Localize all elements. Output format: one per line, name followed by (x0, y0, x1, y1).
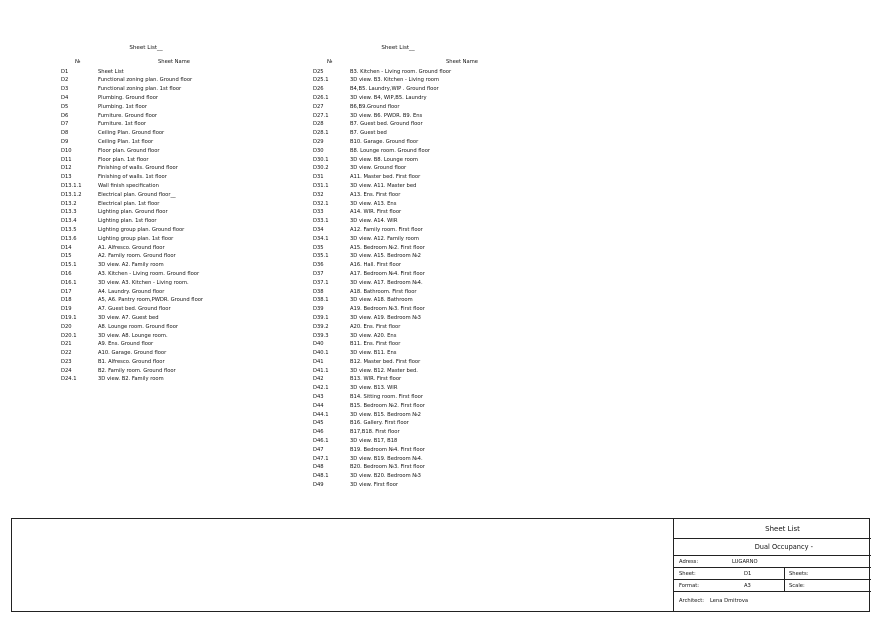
table-row (61, 279, 231, 288)
sheet-name: 3D view. B6. PWDR. B9. Ens (350, 112, 423, 119)
table-row (313, 358, 483, 367)
table-row (313, 332, 483, 341)
sheet-number: D34 (313, 226, 324, 233)
sheet-number: D13.3 (61, 209, 77, 216)
table-row (61, 323, 231, 332)
sheet-name: A16. Hall. First floor (350, 262, 402, 269)
sheet-number: D27 (313, 103, 324, 110)
sheet-name: Lighting plan. Ground floor (98, 209, 168, 216)
table-row (313, 314, 483, 323)
sheet-number: D13.1.1 (61, 182, 82, 189)
sheet-number: D5 (61, 103, 69, 110)
sheet-number: D28.1 (313, 130, 329, 137)
sheet-number: D35 (313, 244, 324, 251)
table-row (313, 103, 483, 112)
sheet-name: 3D view. B15. Bedroom №2 (350, 411, 421, 418)
sheet-number: D29 (313, 138, 324, 145)
sheet-number: D43 (313, 394, 324, 401)
sheet-number: D32.1 (313, 200, 329, 207)
sheet-name: 3D view. First floor (350, 482, 399, 489)
sheet-number: D20.1 (61, 332, 77, 339)
sheet-number: D9 (61, 138, 69, 145)
architect-row (674, 592, 871, 610)
sheet-name: 3D view. A12. Family room (350, 235, 419, 242)
sheet-name: A14. WIR. First floor (350, 209, 402, 216)
table-row (313, 217, 483, 226)
sheet-number: D11 (61, 156, 72, 163)
table-row (313, 68, 483, 77)
sheet-name: 3D view. B3. Kitchen - Living room (350, 77, 440, 84)
sheet-number: D13.4 (61, 218, 77, 225)
table-row (61, 138, 231, 147)
sheet-number: D44 (313, 402, 324, 409)
table-row (313, 120, 483, 129)
sheet-name: 3D view. B4, WIP,B5. Laundry (350, 94, 427, 101)
table-row (61, 68, 231, 77)
sheet-number: D46.1 (313, 438, 329, 445)
header-number: № (75, 58, 81, 65)
sheet-number: D46 (313, 429, 324, 436)
sheet-number: D25.1 (313, 77, 329, 84)
sheet-number: D30.2 (313, 165, 329, 172)
table-row (61, 182, 231, 191)
table-row (61, 340, 231, 349)
sheet-name: Lighting group plan. Ground floor (98, 226, 185, 233)
sheets-label: Sheets: (789, 571, 809, 577)
sheet-number: D40 (313, 341, 324, 348)
table-row (61, 314, 231, 323)
sheet-number: D16.1 (61, 279, 77, 286)
sheet-list-right (313, 44, 483, 490)
table-row (313, 375, 483, 384)
table-row (313, 367, 483, 376)
table-row (313, 481, 483, 490)
sheet-number: D36 (313, 262, 324, 269)
table-row (61, 156, 231, 165)
sheet-number: D22 (61, 350, 72, 357)
table-row (61, 349, 231, 358)
sheet-number: D13.2 (61, 200, 77, 207)
table-row (313, 437, 483, 446)
sheet-list-left (61, 44, 231, 384)
sheet-number: D16 (61, 270, 72, 277)
table-row (313, 472, 483, 481)
table-row (313, 85, 483, 94)
table-row (61, 94, 231, 103)
sheet-name: Plumbing. Ground floor (98, 94, 159, 101)
table-row (313, 208, 483, 217)
sheet-number: D17 (61, 288, 72, 295)
table-row (313, 182, 483, 191)
table-row (61, 288, 231, 297)
title-block (11, 518, 870, 612)
sheet-number: D13 (61, 174, 72, 181)
sheet-name: 3D view. A19. Bedroom №3 (350, 314, 421, 321)
sheet-name: 3D view. B20. Bedroom №3 (350, 473, 421, 480)
sheet-name: B15. Bedroom №2. First floor (350, 402, 425, 409)
sheet-name: 3D view. B11. Ens (350, 350, 397, 357)
table-header (313, 58, 483, 67)
sheet-name: A7. Guest bed. Ground floor (98, 306, 171, 313)
sheet-name: Finishing of walls. Ground floor (98, 165, 178, 172)
header-sheet-name: Sheet Name (446, 58, 478, 65)
sheet-name: Lighting group plan. 1st floor (98, 235, 174, 242)
table-row (61, 375, 231, 384)
sheet-name: B6,B9.Ground floor (350, 103, 400, 110)
table-row (61, 217, 231, 226)
sheet-name: Plumbing. 1st floor (98, 103, 147, 110)
sheet-name: A1. Alfresco. Ground floor (98, 244, 165, 251)
table-body (61, 68, 231, 385)
sheet-number: D33 (313, 209, 324, 216)
sheet-name: 3D view. A3. Kitchen - Living room. (98, 279, 189, 286)
sheet-number: D8 (61, 130, 69, 137)
table-row (313, 147, 483, 156)
table-row (313, 446, 483, 455)
sheet-number: D45 (313, 420, 324, 427)
format-value: A3 (744, 583, 751, 589)
header-sheet-name: Sheet Name (158, 58, 190, 65)
sheet-name: B1. Alfresco. Ground floor (98, 358, 165, 365)
sheet-name: B12. Master bed. First floor (350, 358, 421, 365)
project-name: Dual Occupancy - (674, 539, 871, 556)
sheet-number: D20 (61, 323, 72, 330)
sheet-number: D37.1 (313, 279, 329, 286)
divider (784, 568, 785, 580)
table-row (313, 428, 483, 437)
sheet-number: D39 (313, 306, 324, 313)
table-row (61, 261, 231, 270)
address-label: Adress: (679, 559, 699, 565)
sheet-name: 3D view. A2. Family room (98, 262, 164, 269)
table-row (61, 358, 231, 367)
sheet-number: D30.1 (313, 156, 329, 163)
table-row (313, 156, 483, 165)
sheet-number: D38 (313, 288, 324, 295)
sheet-name: Floor plan. Ground floor (98, 147, 160, 154)
sheet-name: 3D view. A13. Ens (350, 200, 397, 207)
sheet-name: Ceiling Plan. 1st floor (98, 138, 154, 145)
title-block-info (673, 519, 870, 611)
table-row (61, 164, 231, 173)
sheet-name: B10. Garage. Ground floor (350, 138, 419, 145)
sheet-number: D39.3 (313, 332, 329, 339)
sheet-number: D48 (313, 464, 324, 471)
table-row (313, 393, 483, 402)
sheet-name: Furniture. 1st floor (98, 121, 147, 128)
sheet-number: D12 (61, 165, 72, 172)
sheet-name: A13. Ens. First floor (350, 191, 401, 198)
sheet-number: D42 (313, 376, 324, 383)
sheet-number: D47 (313, 446, 324, 453)
sheet-number: D37 (313, 270, 324, 277)
sheet-number: D15.1 (61, 262, 77, 269)
table-row (313, 279, 483, 288)
table-row (313, 402, 483, 411)
sheet-number: D25 (313, 68, 324, 75)
table-row (61, 103, 231, 112)
table-row (61, 173, 231, 182)
table-row (313, 129, 483, 138)
table-row (61, 200, 231, 209)
sheet-number: D13.5 (61, 226, 77, 233)
sheet-name: B17,B18. First floor (350, 429, 400, 436)
sheet-name: 3D view. A20. Ens (350, 332, 397, 339)
sheet-name: Floor plan. 1st floor (98, 156, 149, 163)
sheet-name: 3D view. A11. Master bed (350, 182, 417, 189)
sheet-name: A15. Bedroom №2. First floor (350, 244, 425, 251)
architect-value: Lena Dmitrova (710, 598, 749, 604)
sheet-number: D19 (61, 306, 72, 313)
sheet-name: 3D view. B19. Bedroom №4. (350, 455, 423, 462)
sheet-name: Electrical plan. Ground floor__ (98, 191, 176, 198)
sheet-number: D31 (313, 174, 324, 181)
sheet-name: A12. Family room. First floor (350, 226, 423, 233)
sheet-name: A10. Garage. Ground floor (98, 350, 167, 357)
sheet-name: 3D view. B2. Family room (98, 376, 164, 383)
table-row (61, 191, 231, 200)
sheet-name: A3. Kitchen - Living room. Ground floor (98, 270, 200, 277)
table-row (313, 419, 483, 428)
sheet-number: D33.1 (313, 218, 329, 225)
divider (784, 580, 785, 592)
sheet-number: D38.1 (313, 297, 329, 304)
sheet-number: D7 (61, 121, 69, 128)
sheet-number: D41.1 (313, 367, 329, 374)
table-row (313, 340, 483, 349)
table-row (313, 455, 483, 464)
sheet-name: 3D view. A8. Lounge room. (98, 332, 168, 339)
address-row (674, 556, 871, 568)
sheet-number: D48.1 (313, 473, 329, 480)
sheet-number: D14 (61, 244, 72, 251)
table-row (313, 244, 483, 253)
sheet-number: D24.1 (61, 376, 77, 383)
sheet-number: D30 (313, 147, 324, 154)
sheet-number: D32 (313, 191, 324, 198)
table-row (61, 129, 231, 138)
sheet-number: D26 (313, 86, 324, 93)
sheet-name: 3D view. A18. Bathroom (350, 297, 413, 304)
sheet-number: D42.1 (313, 385, 329, 392)
table-row (61, 208, 231, 217)
sheet-name: Lighting plan. 1st floor (98, 218, 157, 225)
table-row (61, 252, 231, 261)
sheet-name: 3D view. A15. Bedroom №2 (350, 253, 421, 260)
sheet-number: D21 (61, 341, 72, 348)
table-row (313, 173, 483, 182)
sheet-name: A11. Master bed. First floor (350, 174, 421, 181)
sheet-number: D35.1 (313, 253, 329, 260)
table-row (313, 200, 483, 209)
scale-label: Scale: (789, 583, 805, 589)
table-row (313, 138, 483, 147)
sheet-number: D4 (61, 94, 69, 101)
sheet-list-title: Sheet List__ (381, 45, 415, 51)
sheet-name: 3D view. B12. Master bed. (350, 367, 418, 374)
sheet-value: D1 (744, 571, 752, 577)
sheet-name: 3D view. B17, B18 (350, 438, 398, 445)
sheet-name: B20. Bedroom №3. First floor (350, 464, 425, 471)
table-row (61, 305, 231, 314)
sheet-number: D6 (61, 112, 69, 119)
sheet-number: D1 (61, 68, 69, 75)
sheet-number: D18 (61, 297, 72, 304)
sheet-name: B19. Bedroom №4. First floor (350, 446, 425, 453)
sheet-number: D47.1 (313, 455, 329, 462)
sheet-name: B7. Guest bed. Ground floor (350, 121, 423, 128)
sheet-number: D19.1 (61, 314, 77, 321)
table-row (61, 296, 231, 305)
table-row (61, 112, 231, 121)
table-row (313, 270, 483, 279)
sheet-label: Sheet: (679, 571, 696, 577)
sheet-name: 3D view. A7. Guest bed (98, 314, 159, 321)
sheet-name: B16. Gallery. First floor (350, 420, 409, 427)
sheet-name: 3D view. A17. Bedroom №4. (350, 279, 423, 286)
sheet-name: B13. WIR. First floor (350, 376, 402, 383)
sheet-name: A18. Bathroom. First floor (350, 288, 417, 295)
table-row (61, 244, 231, 253)
sheet-name: Functional zoning plan. 1st floor (98, 86, 182, 93)
table-row (61, 76, 231, 85)
architect-label: Architect: (679, 598, 705, 604)
sheet-number: D44.1 (313, 411, 329, 418)
sheet-name: B7. Guest bed (350, 130, 387, 137)
sheet-name: Functional zoning plan. Ground floor (98, 77, 193, 84)
table-row (313, 261, 483, 270)
table-row (313, 323, 483, 332)
address-value: LUGARNO (732, 559, 758, 565)
table-row (313, 191, 483, 200)
format-label: Format: (679, 583, 700, 589)
sheet-number: D31.1 (313, 182, 329, 189)
table-row (313, 296, 483, 305)
format-row (674, 580, 871, 592)
header-number: № (327, 58, 333, 65)
table-row (313, 94, 483, 103)
sheet-number: D10 (61, 147, 72, 154)
sheet-name: Furniture. Ground floor (98, 112, 158, 119)
sheet-number: D41 (313, 358, 324, 365)
sheet-number: D26.1 (313, 94, 329, 101)
sheet-name: Finishing of walls. 1st floor (98, 174, 167, 181)
table-row (313, 76, 483, 85)
table-row (313, 411, 483, 420)
sheet-name: Electrical plan. 1st floor (98, 200, 160, 207)
sheet-name: 3D view. B8. Lounge room (350, 156, 418, 163)
table-row (313, 384, 483, 393)
sheet-name: B2. Family room. Ground floor (98, 367, 176, 374)
table-row (313, 288, 483, 297)
sheet-name: B8. Lounge room. Ground floor (350, 147, 431, 154)
sheet-number: D24 (61, 367, 72, 374)
sheet-number: D15 (61, 253, 72, 260)
sheet-number: D39.1 (313, 314, 329, 321)
table-row (313, 349, 483, 358)
sheet-name: Ceiling Plan. Ground floor (98, 130, 165, 137)
sheet-number: D40.1 (313, 350, 329, 357)
sheet-name: A5, A6. Pantry room,PWDR. Ground floor (98, 297, 204, 304)
sheet-number: D28 (313, 121, 324, 128)
sheet-number: D2 (61, 77, 69, 84)
table-row (61, 147, 231, 156)
sheet-number: D13.6 (61, 235, 77, 242)
sheet-name: B3. Kitchen - Living room. Ground floor (350, 68, 452, 75)
table-row (61, 332, 231, 341)
sheet-name: A2. Family room. Ground floor (98, 253, 176, 260)
sheet-number: D3 (61, 86, 69, 93)
table-header (61, 58, 231, 67)
sheet-row (674, 568, 871, 580)
table-row (313, 235, 483, 244)
sheet-number: D27.1 (313, 112, 329, 119)
table-row (313, 112, 483, 121)
sheet-name: A17. Bedroom №4. First floor (350, 270, 425, 277)
sheet-number: D13.1.2 (61, 191, 82, 198)
sheet-number: D49 (313, 482, 324, 489)
table-row (313, 226, 483, 235)
sheet-name: Wall finish specification (98, 182, 159, 189)
table-row (61, 120, 231, 129)
sheet-title: Sheet List (674, 519, 871, 539)
sheet-number: D23 (61, 358, 72, 365)
sheet-number: D39.2 (313, 323, 329, 330)
sheet-name: A19. Bedroom №3. First floor (350, 306, 425, 313)
sheet-name: B11. Ens. First floor (350, 341, 401, 348)
sheet-name: B4,B5. Laundry,WIP . Ground floor (350, 86, 439, 93)
sheet-name: A20. Ens. First floor (350, 323, 401, 330)
sheet-name: 3D view. A14. WIR (350, 218, 398, 225)
sheet-name: 3D view. B13. WIR (350, 385, 398, 392)
sheet-name: Sheet List (98, 68, 124, 75)
sheet-name: A8. Lounge room. Ground floor (98, 323, 179, 330)
sheet-name: 3D view. Ground floor (350, 165, 407, 172)
sheet-name: A9. Ens. Ground floor (98, 341, 154, 348)
table-row (61, 270, 231, 279)
table-row (313, 305, 483, 314)
table-row (313, 164, 483, 173)
table-row (61, 85, 231, 94)
sheet-name: A4. Laundry. Ground floor (98, 288, 165, 295)
table-row (313, 463, 483, 472)
sheet-name: B14. Sitting room. First floor (350, 394, 423, 401)
table-row (61, 226, 231, 235)
sheet-number: D34.1 (313, 235, 329, 242)
table-row (313, 252, 483, 261)
table-body (313, 68, 483, 490)
table-row (61, 367, 231, 376)
table-row (61, 235, 231, 244)
sheet-list-title: Sheet List__ (129, 45, 163, 51)
